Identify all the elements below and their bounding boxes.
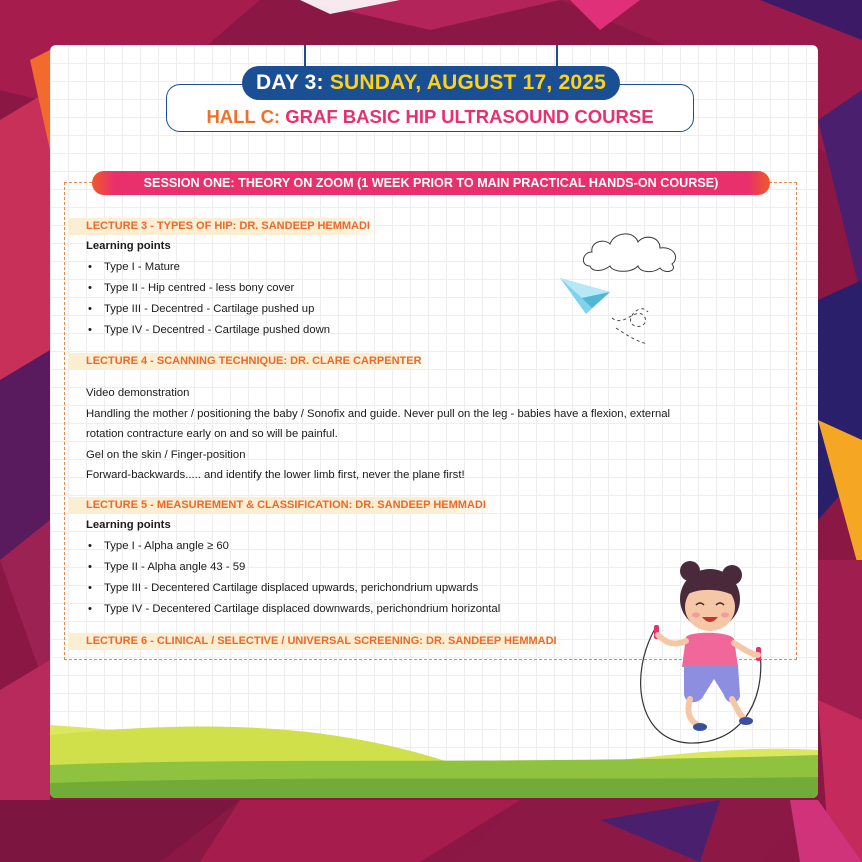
course-title: GRAF BASIC HIP ULTRASOUND COURSE [285,106,654,127]
hall-title [166,106,694,128]
lecture-3-point-1: Type I - Mature [104,261,180,273]
lecture-3-title: LECTURE 3 - TYPES OF HIP: DR. SANDEEP HEMMADI [68,218,380,235]
lecture-5-point-3: Type III - Decentered Cartilage displaced upwards, perichondrium upwards [104,582,479,594]
paper-plane-icon [558,272,658,352]
lecture-5-subheading: Learning points [86,519,171,531]
lecture-3-point-2: Type II - Hip centred - less bony cover [104,282,295,294]
lecture-4-line-4: Gel on the skin / Finger-position [86,448,246,461]
day-label: DAY 3: [256,71,324,94]
lecture-4-line-2: Handling the mother / positioning the baby / Sonofix and guide. Never pull on the leg - babies have a flexion, external [86,407,671,420]
lecture-3-point-4: Type IV - Decentred - Cartilage pushed down [104,324,331,336]
lecture-4-line-3: rotation contracture early on and so will be painful. [86,428,338,440]
lecture-3-point-3: Type III - Decentred - Cartilage pushed up [104,303,315,315]
bullet: • [88,282,92,294]
lecture-4-body [86,383,746,486]
lecture-3-subheading: Learning points [86,240,171,252]
lecture-4-line-1: Video demonstration [86,387,190,399]
session-title: SESSION ONE: THEORY ON ZOOM (1 WEEK PRIOR TO MAIN PRACTICAL HANDS-ON COURSE) [92,171,770,195]
event-date: SUNDAY, AUGUST 17, 2025 [329,71,606,94]
lecture-5-point-1: Type I - Alpha angle ≥ 60 [104,540,229,552]
lecture-6-title: LECTURE 6 - CLINICAL / SELECTIVE / UNIVERSAL SCREENING: DR. SANDEEP HEMMADI [68,633,567,650]
bullet: • [88,261,92,273]
bullet: • [88,324,92,336]
cloud-icon [582,228,682,276]
lecture-5-point-2: Type II - Alpha angle 43 - 59 [104,561,246,573]
bullet: • [88,603,92,615]
lecture-4-line-5: Forward-backwards..... and identify the lower limb first, never the plane first! [86,469,465,481]
day-banner [242,66,620,100]
hall-label: HALL C: [206,106,281,127]
bullet: • [88,540,92,552]
bullet: • [88,561,92,573]
bullet: • [88,582,92,594]
lecture-5-title: LECTURE 5 - MEASUREMENT & CLASSIFICATION: DR. SANDEEP HEMMADI [68,497,496,514]
lecture-4-title: LECTURE 4 - SCANNING TECHNIQUE: DR. CLARE CARPENTER [68,353,432,370]
bullet: • [88,303,92,315]
lecture-5-point-4: Type IV - Decentered Cartilage displaced downwards, perichondrium horizontal [104,603,501,615]
girl-jump-rope-illustration [628,555,778,745]
